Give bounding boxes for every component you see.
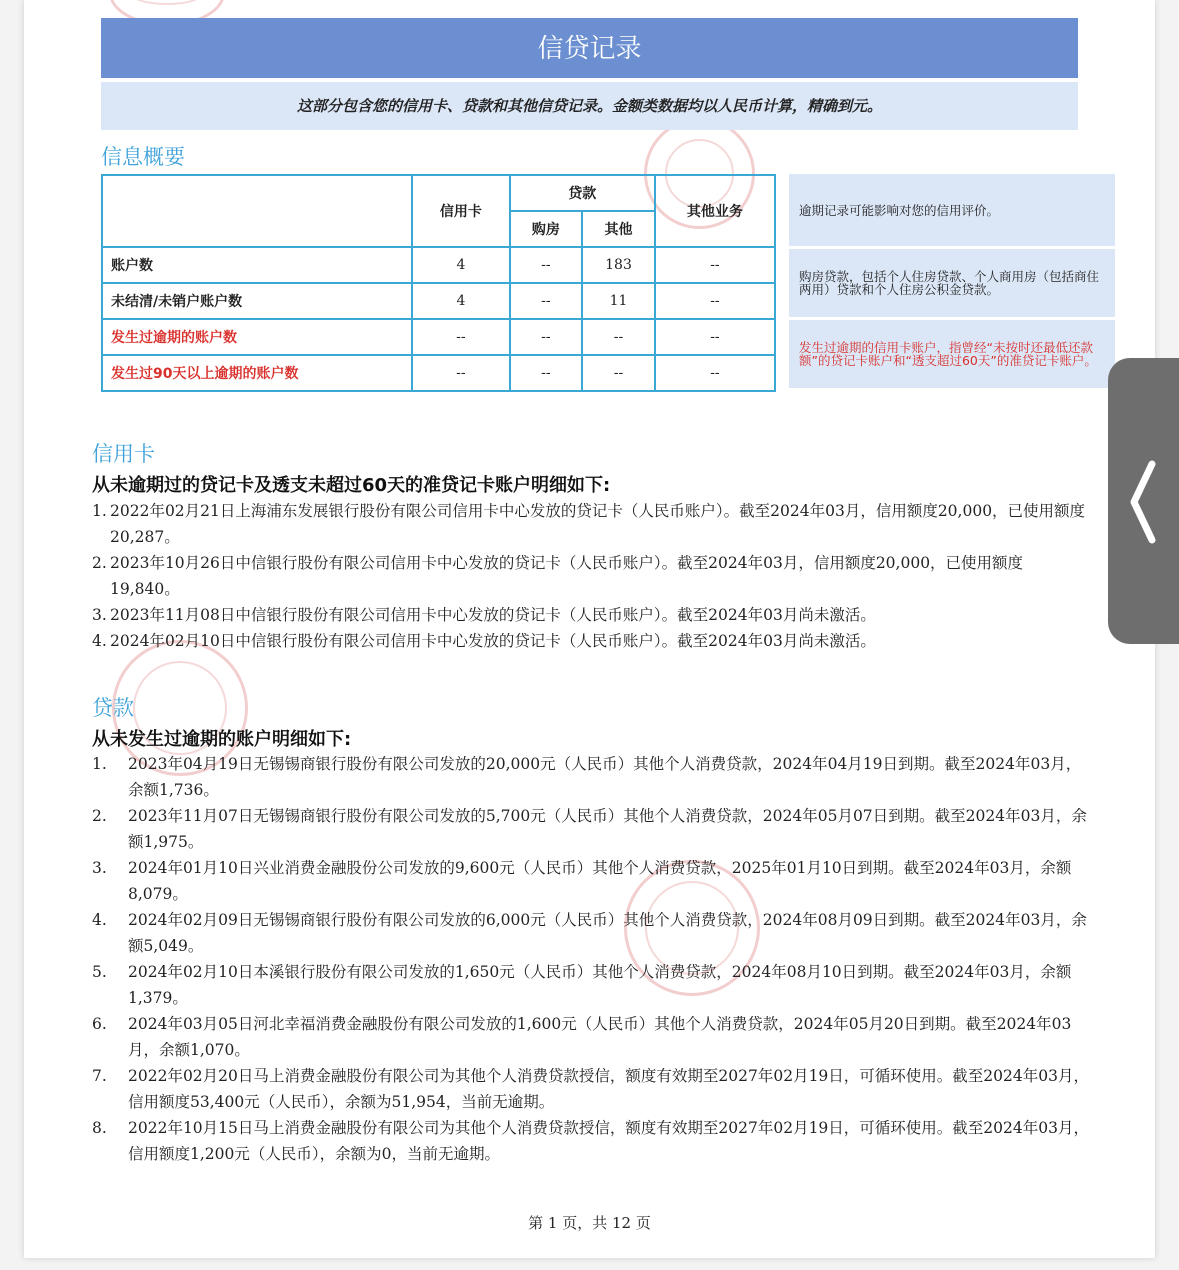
header-other: 其他 <box>582 211 655 247</box>
cell-other-business: -- <box>655 355 775 391</box>
credit-card-list <box>92 498 1087 654</box>
table-row <box>102 283 775 319</box>
item-text: 2024年03月05日河北幸福消费金融股份有限公司发放的1,600元（人民币）其他个人消费贷款，2024年05月20日到期。截至2024年03月，余额1,070。 <box>128 1015 1072 1059</box>
list-item: 2. 2023年10月26日中信银行股份有限公司信用卡中心发放的贷记卡（人民币账户）。截至2024年03月，信用额度20,000，已使用额度19,840。 <box>92 554 1024 598</box>
list-item: 4. 2024年02月09日无锡锡商银行股份有限公司发放的6,000元（人民币）其他个人消费贷款，2024年08月09日到期。截至2024年03月，余额5,049。 <box>92 911 1087 955</box>
list-item: 8. 2022年10月15日马上消费金融股份有限公司为其他个人消费贷款授信，额度有效期至2027年02月19日，可循环使用。截至2024年03月，信用额度1,200元（人民币），余额为0，当前无逾期。 <box>92 1119 1089 1163</box>
note-overdue-definition: 发生过逾期的信用卡账户，指曾经“未按时还最低还款额”的贷记卡账户和“透支超过60天”的准贷记卡账户。 <box>789 320 1115 388</box>
loan-heading: 贷款 <box>92 696 134 720</box>
list-item: 4. 2024年02月10日中信银行股份有限公司信用卡中心发放的贷记卡（人民币账户）。截至2024年03月尚未激活。 <box>92 632 876 650</box>
item-text: 2023年11月07日无锡锡商银行股份有限公司发放的5,700元（人民币）其他个人消费贷款，2024年05月07日到期。截至2024年03月，余额1,975。 <box>128 807 1087 851</box>
cell-credit-card: 4 <box>412 247 509 283</box>
loan-list <box>92 751 1092 1167</box>
list-item: 1. 2022年02月21日上海浦东发展银行股份有限公司信用卡中心发放的贷记卡（人民币账户）。截至2024年03月，信用额度20,000，已使用额度20,287。 <box>92 502 1086 546</box>
item-text: 2022年02月21日上海浦东发展银行股份有限公司信用卡中心发放的贷记卡（人民币账户）。截至2024年03月，信用额度20,000，已使用额度20,287。 <box>110 502 1086 546</box>
item-text: 2023年11月08日中信银行股份有限公司信用卡中心发放的贷记卡（人民币账户）。截至2024年03月尚未激活。 <box>110 606 876 624</box>
row-label: 发生过90天以上逾期的账户数 <box>102 355 412 391</box>
credit-card-subheading: 从未逾期过的贷记卡及透支未超过60天的准贷记卡账户明细如下: <box>92 475 611 496</box>
table-row <box>102 247 775 283</box>
table-row <box>102 319 775 355</box>
cell-other: -- <box>582 319 655 355</box>
item-text: 2024年02月09日无锡锡商银行股份有限公司发放的6,000元（人民币）其他个人消费贷款，2024年08月09日到期。截至2024年03月，余额5,049。 <box>128 911 1087 955</box>
note-housing-loan: 购房贷款，包括个人住房贷款、个人商用房（包括商住两用）贷款和个人住房公积金贷款。 <box>789 249 1115 317</box>
list-item: 1. 2023年04月19日无锡锡商银行股份有限公司发放的20,000元（人民币）其他个人消费贷款，2024年04月19日到期。截至2024年03月，余额1,736。 <box>92 755 1082 799</box>
item-text: 2022年10月15日马上消费金融股份有限公司为其他个人消费贷款授信，额度有效期至2027年02月19日，可循环使用。截至2024年03月，信用额度1,200元（人民币），余额为0，当前无逾期。 <box>128 1119 1089 1163</box>
section-description: 这部分包含您的信用卡、贷款和其他信贷记录。金额类数据均以人民币计算，精确到元。 <box>101 82 1078 130</box>
list-item: 2. 2023年11月07日无锡锡商银行股份有限公司发放的5,700元（人民币）其他个人消费贷款，2024年05月07日到期。截至2024年03月，余额1,975。 <box>92 807 1087 851</box>
cell-credit-card: 4 <box>412 283 509 319</box>
header-credit-card: 信用卡 <box>412 175 509 247</box>
table-row <box>102 355 775 391</box>
cell-housing: -- <box>510 355 583 391</box>
summary-heading: 信息概要 <box>101 145 185 169</box>
header-housing: 购房 <box>510 211 583 247</box>
header-loan: 贷款 <box>510 175 655 211</box>
list-item: 5. 2024年02月10日本溪银行股份有限公司发放的1,650元（人民币）其他个人消费贷款，2024年08月10日到期。截至2024年03月，余额1,379。 <box>92 963 1072 1007</box>
item-text: 2024年01月10日兴业消费金融股份公司发放的9,600元（人民币）其他个人消费贷款，2025年01月10日到期。截至2024年03月，余额8,079。 <box>128 859 1072 903</box>
summary-table <box>101 174 776 392</box>
credit-card-heading: 信用卡 <box>92 442 155 466</box>
item-text: 2022年02月20日马上消费金融股份有限公司为其他个人消费贷款授信，额度有效期至2027年02月19日，可循环使用。截至2024年03月，信用额度53,400元（人民币），余额为51,954，当前无逾期。 <box>128 1067 1089 1111</box>
cell-credit-card: -- <box>412 355 509 391</box>
row-label: 账户数 <box>102 247 412 283</box>
list-item: 6. 2024年03月05日河北幸福消费金融股份有限公司发放的1,600元（人民币）其他个人消费贷款，2024年05月20日到期。截至2024年03月，余额1,070。 <box>92 1015 1072 1059</box>
cell-other-business: -- <box>655 319 775 355</box>
header-other-business: 其他业务 <box>655 175 775 247</box>
row-label: 未结清/未销户账户数 <box>102 283 412 319</box>
row-label: 发生过逾期的账户数 <box>102 319 412 355</box>
item-text: 2024年02月10日中信银行股份有限公司信用卡中心发放的贷记卡（人民币账户）。截至2024年03月尚未激活。 <box>110 632 876 650</box>
cell-other: 183 <box>582 247 655 283</box>
cell-other-business: -- <box>655 283 775 319</box>
cell-other: 11 <box>582 283 655 319</box>
report-page <box>24 0 1155 1258</box>
list-item: 3. 2024年01月10日兴业消费金融股份公司发放的9,600元（人民币）其他个人消费贷款，2025年01月10日到期。截至2024年03月，余额8,079。 <box>92 859 1072 903</box>
list-item: 3. 2023年11月08日中信银行股份有限公司信用卡中心发放的贷记卡（人民币账户）。截至2024年03月尚未激活。 <box>92 606 876 624</box>
item-text: 2024年02月10日本溪银行股份有限公司发放的1,650元（人民币）其他个人消费贷款，2024年08月10日到期。截至2024年03月，余额1,379。 <box>128 963 1072 1007</box>
loan-subheading: 从未发生过逾期的账户明细如下: <box>92 729 352 750</box>
cell-other: -- <box>582 355 655 391</box>
cell-other-business: -- <box>655 247 775 283</box>
chevron-left-icon <box>1128 460 1158 544</box>
list-item: 7. 2022年02月20日马上消费金融股份有限公司为其他个人消费贷款授信，额度有效期至2027年02月19日，可循环使用。截至2024年03月，信用额度53,400元（人民币），余额为51,954，当前无逾期。 <box>92 1067 1089 1111</box>
item-text: 2023年04月19日无锡锡商银行股份有限公司发放的20,000元（人民币）其他个人消费贷款，2024年04月19日到期。截至2024年03月，余额1,736。 <box>128 755 1082 799</box>
cell-housing: -- <box>510 247 583 283</box>
cell-credit-card: -- <box>412 319 509 355</box>
item-text: 2023年10月26日中信银行股份有限公司信用卡中心发放的贷记卡（人民币账户）。截至2024年03月，信用额度20,000，已使用额度19,840。 <box>110 554 1024 598</box>
cell-housing: -- <box>510 283 583 319</box>
note-overdue-impact: 逾期记录可能影响对您的信用评价。 <box>789 174 1115 246</box>
section-banner: 信贷记录 <box>101 18 1078 78</box>
cell-housing: -- <box>510 319 583 355</box>
page-number: 第 1 页，共 12 页 <box>528 1214 651 1232</box>
side-collapse-tab[interactable] <box>1108 358 1179 644</box>
